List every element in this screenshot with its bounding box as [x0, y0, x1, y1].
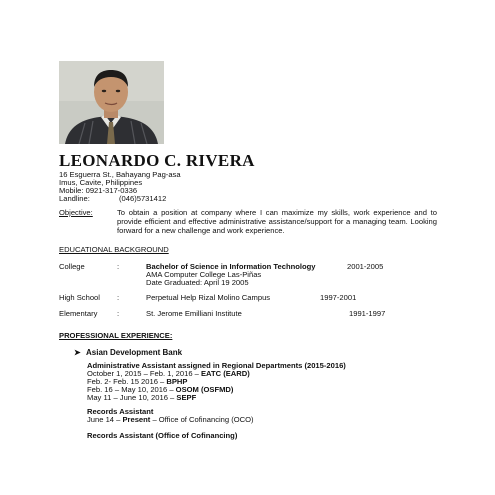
objective-text: To obtain a position at company where I can maximize my skills, work experience and to provide efficient and effective administrative assistance/support for a managing team. Looking forward for a new challenge and work experience.	[117, 208, 437, 235]
mobile-number: Mobile: 0921-317-0336	[59, 186, 138, 195]
landline-number: (046)5731412	[119, 194, 167, 203]
college-years: 2001-2005	[347, 262, 384, 271]
college-label: College	[59, 262, 85, 271]
arrow-bullet-icon: ➤	[74, 348, 81, 357]
role1-item-dates: May 11 – June 10, 2016 –	[87, 393, 177, 402]
profile-photo-image	[59, 61, 164, 144]
role1-item-dept: OSOM (OSFMD)	[175, 385, 234, 394]
address-line-2: Imus, Cavite, Philippines	[59, 178, 143, 187]
role1-item	[87, 394, 196, 403]
employer-bullet	[74, 348, 182, 357]
highschool-colon: :	[117, 293, 120, 302]
role2-title: Records Assistant	[87, 407, 154, 416]
elementary-label: Elementary	[59, 309, 98, 318]
highschool-school: Perpetual Help Rizal Molino Campus	[146, 293, 271, 302]
college-colon: :	[117, 262, 120, 271]
role1-item-dept: SEPF	[176, 393, 197, 402]
role1-item-dates: October 1, 2015 – Feb. 1, 2016 –	[87, 369, 201, 378]
elementary-years: 1991-1997	[349, 309, 386, 318]
landline-label: Landline:	[59, 194, 90, 203]
college-degree: Bachelor of Science in Information Technology	[146, 262, 316, 271]
role2-dates-present: Present	[122, 415, 151, 424]
role1-item-dept: BPHP	[166, 377, 188, 386]
role1-item-dept: EATC (EARD)	[200, 369, 250, 378]
role2-details	[87, 416, 254, 425]
applicant-name: LEONARDO C. RIVERA	[59, 151, 255, 170]
education-heading: EDUCATIONAL BACKGROUND	[59, 245, 169, 254]
highschool-years: 1997-2001	[320, 293, 357, 302]
employer-name: Asian Development Bank	[86, 348, 183, 357]
role1-item-dates: Feb. 16 – May 10, 2016 –	[87, 385, 176, 394]
highschool-label: High School	[59, 293, 100, 302]
address-line-1: 16 Esguerra St., Bahayang Pag-asa	[59, 170, 181, 179]
role1-title: Administrative Assistant assigned in Regional Departments (2015-2016)	[87, 361, 346, 370]
elementary-school: St. Jerome Emilliani Institute	[146, 309, 242, 318]
education-highschool-row	[59, 293, 439, 303]
role1-item-dates: Feb. 2- Feb. 15 2016 –	[87, 377, 167, 386]
role3-title: Records Assistant (Office of Cofinancing)	[87, 431, 238, 440]
objective-label: Objective:	[59, 208, 93, 217]
role2-dates-start: June 14 –	[87, 415, 123, 424]
college-graduated: Date Graduated: April 19 2005	[146, 278, 249, 287]
landline-row	[59, 194, 166, 203]
role2-office: – Office of Cofinancing (OCO)	[150, 415, 254, 424]
education-elementary-row	[59, 309, 439, 319]
college-school: AMA Computer College Las-Piñas	[146, 270, 262, 279]
elementary-colon: :	[117, 309, 120, 318]
experience-heading: PROFESSIONAL EXPERIENCE:	[59, 331, 173, 340]
education-college-row	[59, 262, 439, 292]
profile-photo	[59, 61, 164, 144]
